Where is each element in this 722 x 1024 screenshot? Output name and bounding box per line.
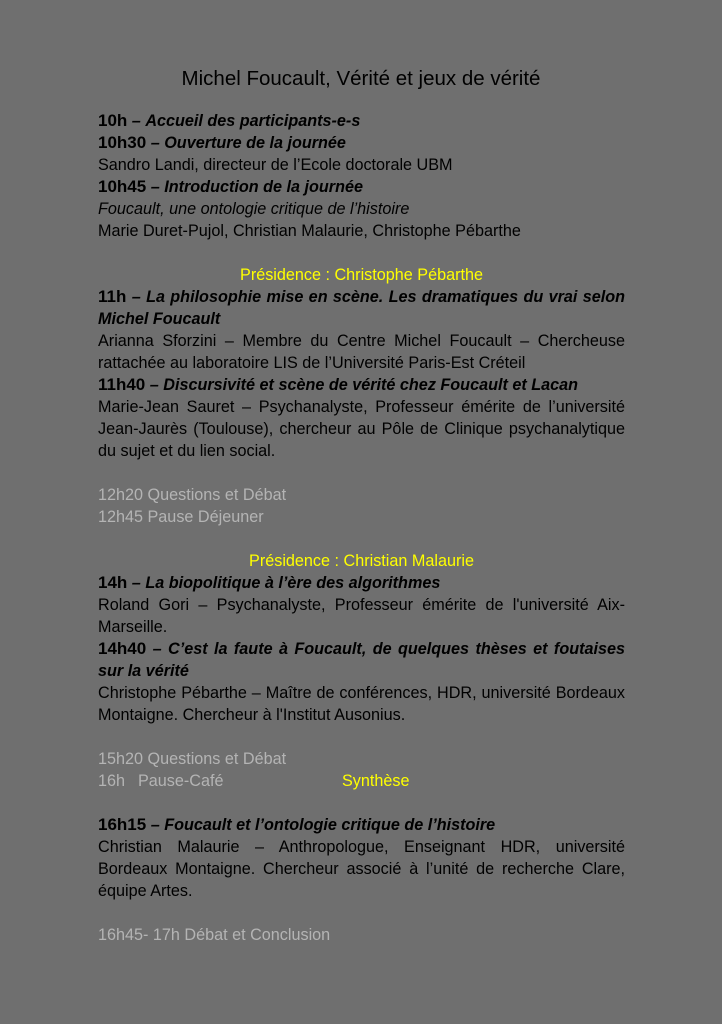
talk-speaker: Arianna Sforzini – Membre du Centre Michel Foucault – Chercheuse rattachée au laboratoire LIS de l’Université Paris-Est Créteil <box>98 332 625 372</box>
coffee-break: Pause-Café <box>138 772 224 790</box>
talk-title: La biopolitique à l’ère des algorithmes <box>145 574 441 592</box>
talk: 11h40 – Discursivité et scène de vérité chez Foucault et Lacan <box>98 375 579 394</box>
talk-title: Discursivité et scène de vérité chez Foucault et Lacan <box>163 376 579 394</box>
talk-time: 14h <box>98 573 128 592</box>
coffee-row <box>98 770 625 792</box>
talk-speaker: Christophe Pébarthe – Maître de conférences, HDR, université Bordeaux Montaigne. Chercheur à l'Institut Ausonius. <box>98 684 625 724</box>
item-title: Accueil des participants-e-s <box>145 112 361 130</box>
item-title: Introduction de la journée <box>164 178 363 196</box>
closing-slot: 16h45- 17h Débat et Conclusion <box>98 926 331 944</box>
synthesis-label: Synthèse <box>342 772 410 790</box>
talk-time: 11h40 <box>98 375 146 394</box>
talk-title: Foucault et l’ontologie critique de l’histoire <box>164 816 496 834</box>
item-speaker: Sandro Landi, directeur de l’Ecole doctorale UBM <box>98 156 453 174</box>
item-title: Ouverture de la journée <box>164 134 346 152</box>
item-time: 10h30 <box>98 133 147 152</box>
page-title: Michel Foucault, Vérité et jeux de vérité <box>181 67 541 90</box>
coffee-time: 16h <box>98 772 126 790</box>
questions-slot: 15h20 Questions et Débat <box>98 750 287 768</box>
talk-time: 16h15 <box>98 815 147 834</box>
talk: 14h40 – C’est la faute à Foucault, de quelques thèses et foutaises sur la vérité <box>98 639 625 680</box>
talk-speaker: Marie-Jean Sauret – Psychanalyste, Professeur émérite de l’université Jean-Jaurès (Toulouse), chercheur au Pôle de Clinique psychanalytique du sujet et du lien social. <box>98 398 625 460</box>
talk-speaker: Christian Malaurie – Anthropologue, Enseignant HDR, université Bordeaux Montaigne. Chercheur associé à l’unité de recherche Clare, équipe Artes. <box>98 838 625 900</box>
item-speaker: Marie Duret-Pujol, Christian Malaurie, Christophe Pébarthe <box>98 222 521 240</box>
session-chair: Présidence : Christophe Pébarthe <box>240 266 483 284</box>
item-time: 10h45 <box>98 177 147 196</box>
lunch-break: 12h45 Pause Déjeuner <box>98 508 264 526</box>
questions-slot: 12h20 Questions et Débat <box>98 486 287 504</box>
talk: 16h15 – Foucault et l’ontologie critique de l’histoire <box>98 815 496 834</box>
talk-title: C’est la faute à Foucault, de quelques thèses et foutaises sur la vérité <box>98 640 625 680</box>
talk-time: 11h <box>98 287 127 306</box>
agenda-item: 10h – Accueil des participants-e-s <box>98 111 361 130</box>
talk-speaker: Roland Gori – Psychanalyste, Professeur émérite de l'université Aix-Marseille. <box>98 596 625 636</box>
agenda-item: 10h45 – Introduction de la journée <box>98 177 363 196</box>
item-time: 10h <box>98 111 128 130</box>
session-chair: Présidence : Christian Malaurie <box>249 552 474 570</box>
agenda-item: 10h30 – Ouverture de la journée <box>98 133 346 152</box>
talk: 14h – La biopolitique à l’ère des algorithmes <box>98 573 441 592</box>
talk-title: La philosophie mise en scène. Les dramatiques du vrai selon Michel Foucault <box>98 288 625 328</box>
talk: 11h – La philosophie mise en scène. Les dramatiques du vrai selon Michel Foucault <box>98 287 625 328</box>
item-subtitle: Foucault, une ontologie critique de l’histoire <box>98 200 410 218</box>
program-content <box>98 110 625 946</box>
talk-time: 14h40 <box>98 639 147 658</box>
